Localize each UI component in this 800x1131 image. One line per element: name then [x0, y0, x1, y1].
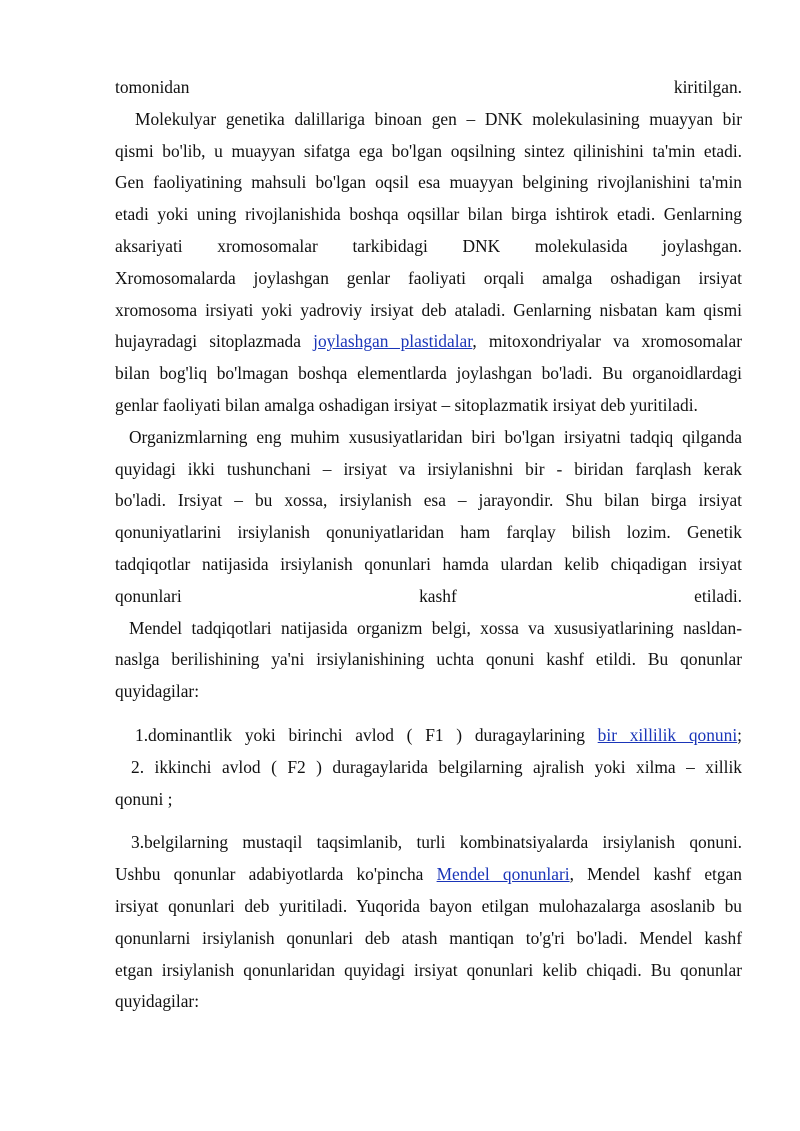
text-line: qonunlari kashf etiladi. — [115, 585, 742, 606]
text-line: qonuniyatlarini irsiylanish qonuniyatlaridan ham farqlay bilish lozim. Genetik — [115, 522, 742, 543]
text-segment: ; — [737, 724, 742, 745]
text-line: 2. ikkinchi avlod ( F2 ) duragaylarida belgilarning ajralish yoki xilma – xillik — [131, 756, 742, 777]
text-segment: 1.dominantlik yoki birinchi avlod ( F1 ) duragaylarining — [135, 724, 585, 745]
text-line: Gen faoliyatining mahsuli bo'lgan oqsil esa muayyan belgining rivojlanishini ta'min — [115, 172, 742, 193]
list-item — [115, 827, 742, 1018]
text-line: Xromosomalarda joylashgan genlar faoliyati orqali amalga oshadigan irsiyat — [115, 267, 742, 288]
spacer — [115, 708, 742, 720]
text-line: tadqiqotlar natijasida irsiylanish qonunlari hamda ulardan kelib chiqadigan irsiyat — [115, 553, 742, 574]
text-line — [115, 326, 742, 358]
text-line: Molekulyar genetika dalillariga binoan gen – DNK molekulasining muayyan bir — [135, 108, 742, 129]
text-segment: hujayradagi sitoplazmada — [115, 331, 301, 352]
text-segment: , Mendel kashf etgan — [569, 864, 742, 885]
paragraph — [115, 422, 742, 613]
text-line: qismi bo'lib, u muayyan sifatga ega bo'lgan oqsilning sintez qilinishini ta'min etadi. — [115, 140, 742, 161]
plastids-link[interactable]: joylashgan plastidalar — [313, 331, 473, 352]
text-line: quyidagilar: — [115, 681, 200, 702]
spacer — [115, 815, 742, 827]
text-line: Mendel tadqiqotlari natijasida organizm belgi, xossa va xususiyatlarining nasldan- — [129, 617, 742, 638]
text-line: xromosoma irsiyati yoki yadroviy irsiyat deb ataladi. Genlarning nisbatan kam qismi — [115, 299, 742, 320]
document-page — [115, 72, 742, 1018]
text-line: bilan bog'liq bo'lmagan boshqa elementlarda joylashgan bo'ladi. Bu organoidlardagi — [115, 363, 742, 384]
text-line — [115, 720, 742, 752]
text-line: 3.belgilarning mustaqil taqsimlanib, turli kombinatsiyalarda irsiylanish qonuni. — [131, 832, 742, 853]
text-line: quyidagilar: — [115, 991, 200, 1012]
paragraph — [115, 72, 742, 104]
text-line: Organizmlarning eng muhim xususiyatlaridan biri bo'lgan irsiyatni tadqiq qilganda — [129, 426, 742, 447]
text-line: qonunlarni irsiylanish qonunlari deb atash mantiqan to'g'ri bo'ladi. Mendel kashf — [115, 927, 742, 948]
text-line — [115, 859, 742, 891]
text-line: naslga berilishining ya'ni irsiylanishining uchta qonuni kashf etildi. Bu qonunlar — [115, 649, 742, 670]
list-item — [115, 752, 742, 816]
text-line: genlar faoliyati bilan amalga oshadigan irsiyat – sitoplazmatik irsiyat deb yuritiladi. — [115, 394, 698, 415]
text-line: aksariyati xromosomalar tarkibidagi DNK molekulasida joylashgan. — [115, 235, 742, 256]
text-line: etgan irsiylanish qonunlaridan quyidagi irsiyat qonunlari kelib chiqadi. Bu qonunlar — [115, 959, 742, 980]
text-segment: , mitoxondriyalar va xromosomalar — [472, 331, 743, 352]
text-line: etadi yoki uning rivojlanishida boshqa oqsillar bilan birga ishtirok etadi. Genlarning — [115, 204, 742, 225]
text-line: tomonidan kiritilgan. — [115, 77, 742, 97]
paragraph — [115, 104, 742, 422]
paragraph — [115, 613, 742, 708]
mendel-laws-link[interactable]: Mendel qonunlari — [436, 864, 570, 885]
uniformity-law-link[interactable]: bir xillilik qonuni — [597, 724, 738, 745]
text-line: qonuni ; — [115, 788, 173, 809]
text-line: irsiyat qonunlari deb yuritiladi. Yuqorida bayon etilgan mulohazalarga asoslanib bu — [115, 895, 742, 916]
text-line: quyidagi ikki tushunchani – irsiyat va irsiylanishni bir - biridan farqlash kerak — [115, 458, 742, 479]
text-segment: Ushbu qonunlar adabiyotlarda ko'pincha — [115, 864, 424, 885]
text-line: bo'ladi. Irsiyat – bu xossa, irsiylanish esa – jarayondir. Shu bilan birga irsiyat — [115, 490, 742, 511]
list-item — [115, 720, 742, 752]
